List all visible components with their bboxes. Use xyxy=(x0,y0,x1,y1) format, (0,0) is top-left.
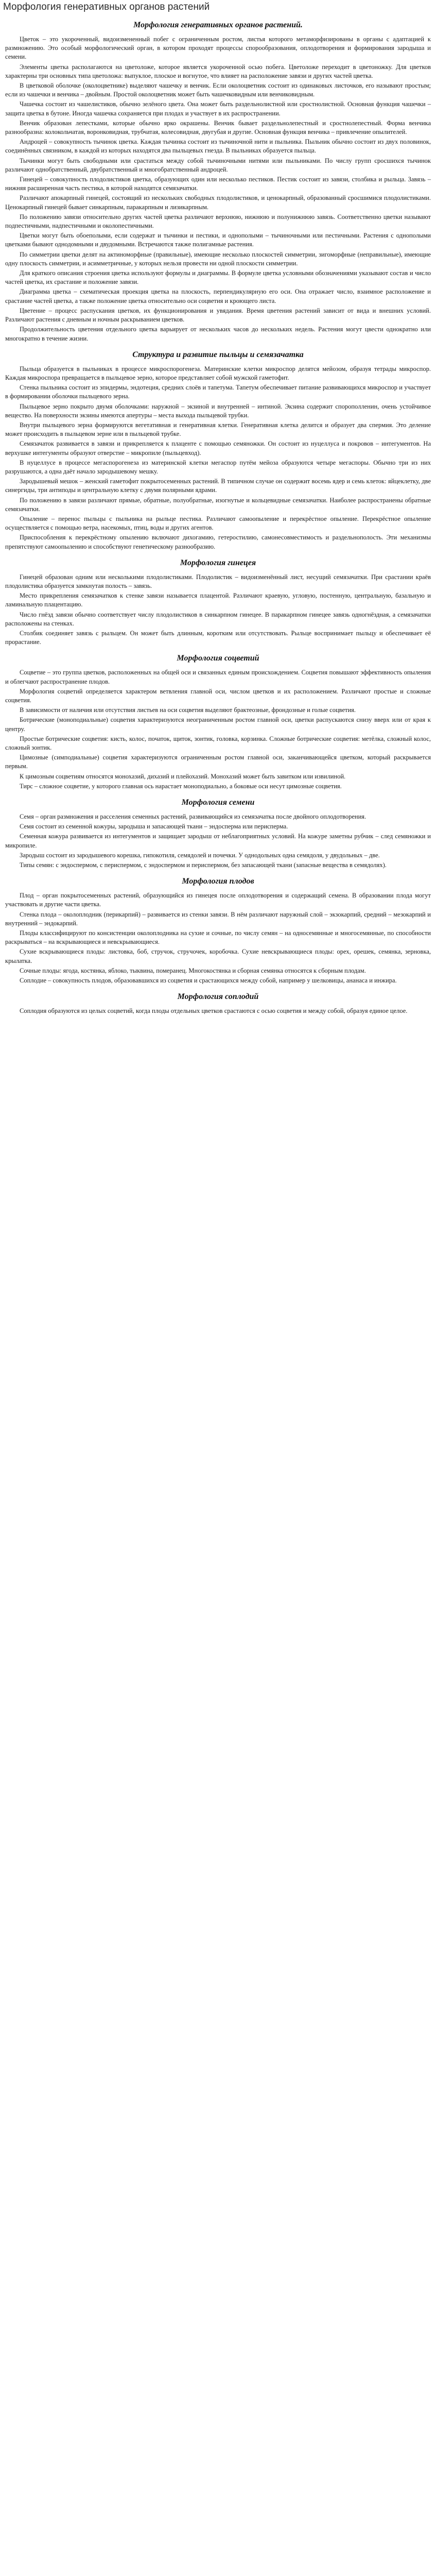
paragraph: Место прикрепления семязачатков к стенке завязи называется плацентой. Различают краевую, угловую, постенную, центральную, базальную и ламинальную плацентацию. xyxy=(5,592,431,608)
paragraph: Соцветие – это группа цветков, расположенных на общей оси и связанных единым происхождением. Соцветия повышают эффективность опыления и облегчают распространение плодов. xyxy=(5,669,431,685)
paragraph: Соплодие – совокупность плодов, образовавшихся из соцветия и срастающихся между собой, например у шелковицы, ананаса и инжира. xyxy=(20,977,397,985)
section-heading: Морфология гинецея xyxy=(180,558,256,567)
paragraph: В цветковой оболочке (околоцветнике) выделяют чашечку и венчик. Если околоцветник состоит из одинаковых листочков, его называют простым; если из чашечки и венчика – двойным. Простой околоцветник может быть чашечковидным или венчиковидным. xyxy=(5,82,431,98)
paragraph: Цимозные (симподиальные) соцветия характеризуются ограниченным ростом главной оси, заканчивающейся цветком, который раскрывается первым. xyxy=(5,754,431,770)
section-heading: Морфология плодов xyxy=(182,877,254,886)
paragraph: Ботрические (моноподиальные) соцветия характеризуются неограниченным ростом главной оси, цветки распускаются снизу вверх или от края к центру. xyxy=(5,716,431,733)
paragraph: Пыльца образуется в пыльниках в процессе микроспорогенеза. Материнские клетки микроспор делятся мейозом, образуя тетрады микроспор. Каждая микроспора превращается в пыльцевое зерно, которое представляет собой мужской гаметофит. xyxy=(5,365,431,381)
paragraph: Гинецей – совокупность плодолистиков цветка, образующих один или несколько пестиков. Пестик состоит из завязи, столбика и рыльца. Завязь – нижняя расширенная часть пестика, в которой находятся семязачатки. xyxy=(5,176,431,192)
paragraph: Тычинки могут быть свободными или срастаться между собой тычиночными нитями или пыльниками. По числу групп сросшихся тычинок различают однобратственный, двубратственный и многобратственный андроцей. xyxy=(5,157,431,173)
paragraph: Стенка пыльника состоит из эпидермы, эндотеция, средних слоёв и тапетума. Тапетум обеспечивает питание развивающихся микроспор и участвует в формировании оболочки пыльцевого зерна. xyxy=(5,384,431,400)
paragraph: Зародышевый мешок – женский гаметофит покрытосеменных растений. В типичном случае он содержит восемь ядер и семь клеток: яйцеклетку, две синергиды, три антиподы и центральную клетку с двумя полярными ядрами. xyxy=(5,478,431,494)
section-heading: Структура и развитие пыльцы и семязачатка xyxy=(132,350,304,359)
paragraph: В зависимости от наличия или отсутствия листьев на оси соцветия выделяют брактеозные, фрондозные и голые соцветия. xyxy=(20,706,356,714)
section-heading: Морфология семени xyxy=(181,798,255,807)
paragraph: Морфология соцветий определяется характером ветвления главной оси, числом цветков и их расположением. Различают простые и сложные соцветия. xyxy=(5,687,431,704)
paragraph: Зародыш состоит из зародышевого корешка, гипокотиля, семядолей и почечки. У однодольных одна семядоля, у двудольных – две. xyxy=(20,851,380,859)
paragraph: Внутри пыльцевого зерна формируются вегетативная и генеративная клетки. Генеративная клетка делится и образует два спермия. Это деление может происходить в пыльцевом зерне или в пыльцевой трубке. xyxy=(5,421,431,438)
paragraph: Приспособления к перекрёстному опылению включают дихогамию, гетеростилию, самонесовместимость и раздельнополость. Эти механизмы препятствуют самоопылению и способствуют генетическому разнообразию. xyxy=(5,534,431,550)
paragraph: Семя состоит из семенной кожуры, зародыша и запасающей ткани – эндосперма или перисперма. xyxy=(20,823,288,831)
section-heading: Морфология соцветий xyxy=(177,654,259,663)
page-title: Морфология генеративных органов растений xyxy=(3,2,210,12)
paragraph: Для краткого описания строения цветка используют формулы и диаграммы. В формуле цветка условными обозначениями указывают состав и число частей цветка, их срастание и положение завязи. xyxy=(5,269,431,286)
paragraph: Соплодия образуются из целых соцветий, когда плоды отдельных цветков срастаются с осью соцветия и между собой, образуя единое целое. xyxy=(20,1007,408,1015)
paragraph: Гинецей образован одним или несколькими плодолистиками. Плодолистик – видоизменённый лист, несущий семязачатки. При срастании краёв плодолистика образуется замкнутая полость – завязь. xyxy=(5,573,431,589)
paragraph: Венчик образован лепестками, которые обычно ярко окрашены. Венчик бывает раздельнолепестный и сростнолепестный. Форма венчика разнообразна: колокольчатая, воронковидная, трубчатая, колесовидная, двугубая и другие. Основная функция венчика – привлечение опылителей. xyxy=(5,119,431,136)
paragraph: В нуцеллусе в процессе мегаспорогенеза из материнской клетки мегаспор путём мейоза образуются четыре мегаспоры. Обычно три из них разрушаются, а одна даёт начало зародышевому мешку. xyxy=(5,459,431,475)
paragraph: По положению завязи относительно других частей цветка различают верхнюю, нижнюю и полунижнюю завязь. Соответственно цветки называют подпестичными, надпестичными и околопестичными. xyxy=(5,213,431,230)
paragraph: Плоды классифицируют по консистенции околоплодника на сухие и сочные, по числу семян – на односемянные и многосемянные, по способности раскрываться – на вскрывающиеся и невскрывающиеся. xyxy=(5,929,431,946)
paragraph: Плод – орган покрытосеменных растений, образующийся из гинецея после оплодотворения и содержащий семена. В образовании плода могут участвовать и другие части цветка. xyxy=(5,892,431,908)
paragraph: Семенная кожура развивается из интегументов и защищает зародыш от неблагоприятных условий. На кожуре заметны рубчик – след семяножки и микропиле. xyxy=(5,833,431,849)
paragraph: Число гнёзд завязи обычно соответствует числу плодолистиков в синкарпном гинецее. В паракарпном гинецее завязь одногнёздная, а семязачатки расположены на стенках. xyxy=(5,611,431,627)
paragraph: К цимозным соцветиям относятся монохазий, дихазий и плейохазий. Монохазий может быть завитком или извилиной. xyxy=(20,772,346,780)
paragraph: Андроцей – совокупность тычинок цветка. Каждая тычинка состоит из тычиночной нити и пыльника. Пыльник обычно состоит из двух половинок, соединённых связником, в каждой из которых находятся два пыльцевых гнезда. В пыльниках образуется пыльца. xyxy=(5,138,431,155)
paragraph: Простые ботрические соцветия: кисть, колос, початок, щиток, зонтик, головка, корзинка. Сложные ботрические соцветия: метёлка, сложный колос, сложный зонтик. xyxy=(5,735,431,752)
paragraph: Стенка плода – околоплодник (перикарпий) – развивается из стенки завязи. В нём различают наружный слой – экзокарпий, средний – мезокарпий и внутренний – эндокарпий. xyxy=(5,910,431,927)
paragraph: Цветение – процесс распускания цветков, их функционирования и увядания. Время цветения растений зависит от вида и внешних условий. Различают растения с дневным и ночным раскрыванием цветков. xyxy=(5,307,431,324)
paragraph: По симметрии цветки делят на актиноморфные (правильные), имеющие несколько плоскостей симметрии, зигоморфные (неправильные), имеющие одну плоскость симметрии, и асимметричные, у которых нельзя провести ни одной плоскости симметрии. xyxy=(5,250,431,267)
paragraph: Пыльцевое зерно покрыто двумя оболочками: наружной – экзиной и внутренней – интиной. Экзина содержит спорополленин, очень устойчивое вещество. На поверхности экзины имеются апертуры – места выхода пыльцевой трубки. xyxy=(5,402,431,419)
paragraph: Диаграмма цветка – схематическая проекция цветка на плоскость, перпендикулярную его оси. Она отражает число, взаимное расположение и срастание частей цветка, а также положение цветка относительно оси соцветия и кроющего листа. xyxy=(5,288,431,304)
paragraph: Продолжительность цветения отдельного цветка варьирует от нескольких часов до нескольких недель. Растения могут цвести однократно или многократно в течение жизни. xyxy=(5,326,431,342)
paragraph: По положению в завязи различают прямые, обратные, полуобратные, изогнутые и кольцевидные семязачатки. Наиболее распространены обратные семязачатки. xyxy=(5,496,431,513)
paragraph: Элементы цветка располагаются на цветоложе, которое является укороченной осью побега. Цветоложе переходит в цветоножку. Для цветков характерны три основных типа цветоложа: выпуклое, плоское и вогнутое, что влияет на расположение завязи и других частей цветка. xyxy=(5,63,431,79)
paragraph: Различают апокарпный гинецей, состоящий из нескольких свободных плодолистиков, и ценокарпный, образованный сросшимися плодолистиками. Ценокарпный гинецей бывает синкарпным, паракарпным и лизикарпным. xyxy=(5,194,431,211)
paragraph: Тирс – сложное соцветие, у которого главная ось нарастает моноподиально, а боковые оси несут цимозные соцветия. xyxy=(20,782,342,790)
paragraph: Сухие вскрывающиеся плоды: листовка, боб, стручок, стручочек, коробочка. Сухие невскрывающиеся плоды: орех, орешек, семянка, зерновка, крылатка. xyxy=(5,948,431,964)
paragraph: Типы семян: с эндоспермом, с периспермом, с эндоспермом и периспермом, без запасающей ткани (запасные вещества в семядолях). xyxy=(20,861,387,869)
paragraph: Семя – орган размножения и расселения семенных растений, развивающийся из семязачатка после двойного оплодотворения. xyxy=(20,813,367,821)
paragraph: Сочные плоды: ягода, костянка, яблоко, тыквина, померанец. Многокостянка и сборная семянка относятся к сборным плодам. xyxy=(20,967,366,974)
paragraph: Столбик соединяет завязь с рыльцем. Он может быть длинным, коротким или отсутствовать. Рыльце воспринимает пыльцу и обеспечивает её прорастание. xyxy=(5,629,431,646)
paragraph: Чашечка состоит из чашелистиков, обычно зелёного цвета. Она может быть раздельнолистной или сростнолистной. Основная функция чашечки – защита цветка в бутоне. Иногда чашечка сохраняется при плодах и участвует в их распространении. xyxy=(5,100,431,117)
paragraph: Цветки могут быть обоеполыми, если содержат и тычинки и пестики, и однополыми – тычиночными или пестичными. Растения с однополыми цветками бывают однодомными и двудомными. Встречаются также полигамные растения. xyxy=(5,232,431,248)
section-heading: Морфология соплодий xyxy=(177,992,259,1002)
paragraph: Опыление – перенос пыльцы с пыльника на рыльце пестика. Различают самоопыление и перекрёстное опыление. Перекрёстное опыление осуществляется с помощью ветра, насекомых, птиц, воды и других агентов. xyxy=(5,515,431,532)
paragraph: Семязачаток развивается в завязи и прикрепляется к плаценте с помощью семяножки. Он состоит из нуцеллуса и покровов – интегументов. На верхушке интегументы образуют отверстие – микропиле (пыльцевход). xyxy=(5,440,431,456)
section-heading: Морфология генеративных органов растений. xyxy=(133,21,303,29)
article-body xyxy=(0,21,436,1015)
paragraph: Цветок – это укороченный, видоизмененный побег с ограниченным ростом, листья которого метаморфизированы в органы с адаптацией к размножению. Это особый морфологический орган, в котором проходят процессы спорообразования, оплодотворения и формирования зародыша и семени. xyxy=(5,36,431,61)
